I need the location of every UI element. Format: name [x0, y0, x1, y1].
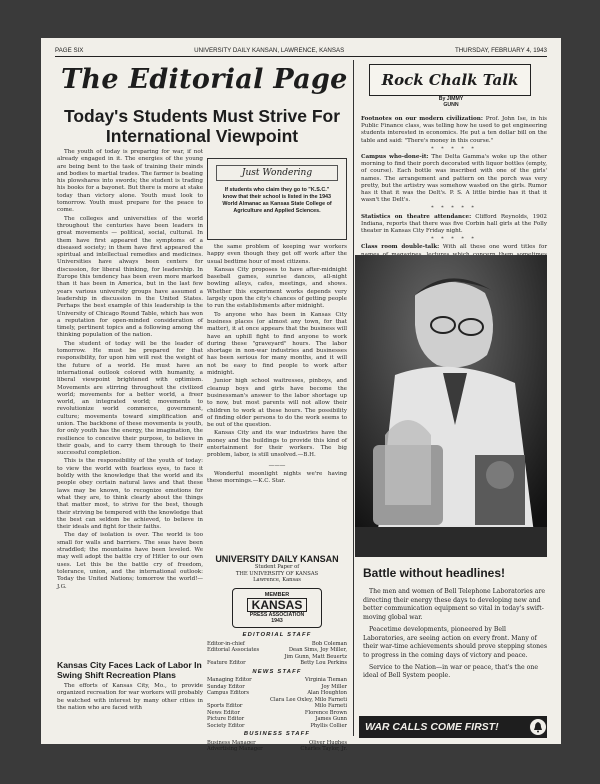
editorial-paragraph: The youth of today is preparing for war, if not already engaged in it. The energies of the young are being bent to the task of training their minds and bodies to martial trades. The farmer is beating his plowshares into swords; the student is trading his books for a bayonet. But there is more at stake today than victory alone. Youth must look to tomorrow. Youth must prepare for the peace to come.	[57, 149, 203, 214]
column-byline: By JIMMY GUNN	[438, 96, 464, 108]
staff-section-title: NEWS STAFF	[252, 668, 302, 675]
ad-copy	[363, 588, 547, 684]
udk-sub: THE UNIVERSITY OF KANSAS	[235, 570, 319, 577]
editorial-headline: Today's Students Must Strive For International Viewpoint	[63, 106, 341, 146]
staff-section-title: BUSINESS STAFF	[243, 731, 311, 737]
divider: ———	[268, 462, 286, 469]
staff-row: News Editor Florence Brown	[207, 709, 347, 716]
separator-stars: * * * * *	[431, 205, 477, 212]
column-item: Campus who-done-it: The Delta Gamma's woke up the other morning to find their porch decorated with liquor bottles (empty, of course). Each bottle was inscribed with one of the girls' names. The arrangement and pattern on the porch was very pretty, but the artistry was somehow wasted on the girls. Rumor has it that it was the Delt's. P. S. A little birdie has it that it wasn't the Delt's.	[361, 154, 547, 204]
staff-section-title: EDITORIAL STAFF	[242, 632, 312, 638]
scientist-photo	[355, 255, 547, 557]
staff-row: Society Editor Phyllis Collier	[207, 722, 347, 729]
bell-icon	[529, 718, 547, 736]
separator-stars: * * * * *	[431, 145, 477, 152]
badge-member: MEMBER	[264, 591, 290, 598]
page-header	[55, 44, 547, 57]
editorial-masthead: The Editorial Page	[61, 63, 348, 95]
labor-paragraph: To anyone who has been in Kansas City business places (or almost any town, for that matter), it at once appears that the business will have an uphill fight to find anyone to work during these "graveyard" hours. The labor shortage in non-war industries and businesses has been serious for many months, and it will not be easy to find people to work after midnight.	[207, 311, 347, 377]
staff-row: Business Manager Oliver Hughes	[207, 739, 347, 746]
staff-box	[207, 630, 347, 753]
column-divider	[353, 60, 354, 736]
staff-row: Managing Editor Virginia Tieman	[207, 677, 347, 683]
kc-star-quip: Wonderful moonlight nights we're having these mornings.—K.C. Star.	[207, 470, 347, 485]
press-association-badge	[232, 588, 322, 628]
staff-row: Editorial Associates Dean Sims, Joy Miller,	[207, 647, 347, 653]
editorial-paragraph: The colleges and universities of the world throughout the centuries have been leaders in great movements — political, social, cultural. In them have first appeared the symptoms of a diseased society; in them have first appeared the spiritual and intellectual remedies and medicines. Universities have always been centers for discussion, for liberal thinking, for leadership. In Europe this tendency has been even more marked than it has been in America, but in the last few years various university groups have assumed a leadership in discussion in the United States. Perhaps the best example of this leadership is the University of Chicago Round Table, which has won a reputation for open-minded consideration of timely, pertinent topics and a following among the thinking population of the nation.	[57, 215, 203, 339]
staff-row: Feature Editor Betty Lou Perkins	[207, 660, 347, 666]
bell-icon-drawing	[532, 721, 544, 733]
editorial-column	[57, 149, 203, 654]
editorial-paragraph: The student of today will be the leader of tomorrow. He must be prepared for that responsibility, for upon him will rest the weight of the future of a world. He must have an international outlook colored with humanity, a liberal viewpoint brightened with optimism. Movements are stirring throughout the civilized world; movements for a better world, a freer world, an integrated world; movements to revolutionize world commerce, government, culture; movements toward simplification and union. The backbone of these movements is youth, for only youth has the energy, the imagination, the resilience to conceive their purpose, to believe in their goals, and to carry them through to their successful completion.	[57, 340, 203, 457]
ad-headline: Battle without headlines!	[363, 566, 506, 580]
staff-row: Editor-in-chief Bob Coleman	[207, 640, 347, 647]
separator-stars: * * * * *	[431, 236, 477, 243]
column-item: Statistics on theatre attendance: Clifford Reynolds, 1902 Indiana, reports that there was five Corbin hall girls at the Folly theater in Kansas City Friday night.	[361, 213, 547, 235]
labor-headline: Kansas City Faces Lack of Labor In Swing Shift Recreation Plans	[57, 660, 202, 680]
staff-row: Sports Editor Milo Farneti	[207, 703, 347, 709]
staff-row: Advertising Manager Charles Taylor, Jr.	[207, 746, 347, 752]
editorial-paragraph: The day of isolation is over. The world is too small for walls and barriers. The seas have been straddled; the mountains have been leveled. We may well adopt the battle cry of Hitler to our own uses. Let this be the battle cry of freedom, tolerance, union, and the international outlook: Today the United Nations; tomorrow the world!—J.G.	[57, 532, 203, 590]
rock-chalk-talk-title: Rock Chalk Talk	[369, 64, 531, 96]
udk-name: UNIVERSITY DAILY KANSAN	[215, 554, 339, 564]
udk-sub: Lawrence, Kansas	[253, 577, 301, 584]
ad-paragraph: Peacetime developments, pioneered by Bell Laboratories, are seeing action on every front. Many of their war-time achievements should prove stepping stones to progress in the coming days of victory and peace.	[363, 625, 548, 659]
just-wondering-title: Just Wondering	[216, 165, 338, 181]
ad-paragraph: The men and women of Bell Telephone Laboratories are directing their energy these days to developing new and better communication equipment so vital in today's swift-moving global war.	[363, 588, 546, 622]
war-calls-banner: WAR CALLS COME FIRST!	[359, 716, 547, 738]
scientist-photo-drawing	[355, 255, 547, 557]
udk-sub: Student Paper of	[254, 564, 300, 570]
badge-kansas: KANSAS	[247, 598, 308, 612]
staff-row: Picture Editor James Gunn	[207, 716, 347, 722]
paper-name: UNIVERSITY DAILY KANSAN, LAWRENCE, KANSAS	[194, 46, 345, 54]
column-item: Footnotes on our modern civilization: Prof. John Ise, in his Public Finance class, was telling how he used to get engineering students interested in economics. He put a ten dollar bill on the table and said: "There's money in this course."	[361, 116, 548, 144]
ad-paragraph: Service to the Nation—in war or peace, that's the one ideal of Bell System people.	[363, 663, 538, 680]
udk-masthead	[207, 554, 347, 628]
staff-row: Clara Lee Oxley, Milo Farneti	[270, 696, 347, 703]
newspaper-page	[41, 38, 561, 752]
labor-story-column	[207, 244, 347, 544]
badge-press: PRESS ASSOCIATION	[249, 611, 305, 618]
issue-date: THURSDAY, FEBRUARY 4, 1943	[454, 46, 547, 54]
staff-row: Campus Editors Alan Houghton	[207, 690, 347, 696]
rock-chalk-talk-column	[361, 116, 547, 250]
column-item: Class room double-talk: With all these one word titles for	[361, 244, 547, 251]
badge-year: 1943	[271, 617, 283, 624]
labor-paragraph: Kansas City proposes to have after-midnight baseball games, sunrise dances, all-night bowling alleys, cafes, meetings, and shows. Whether this experiment works depends very largely upon the city's chances of getting people to run the establishments after midnight.	[207, 266, 347, 310]
page-number: PAGE SIX	[55, 46, 84, 54]
staff-row: Jim Gunn, Matt Beuertz	[284, 653, 347, 660]
rock-chalk-talk-header	[361, 64, 541, 112]
editorial-paragraph: This is the responsibility of the youth of today: to view the world with fearless eyes, to face it boldly with the knowledge that the world and its people obey certain natural laws and that these laws may be known, to recognize emotions for what they are, to think clearly about the things that matter most, to strive for the best, though their striving be tempered with the knowledge that the best can seldom be achieved, to believe in their ideals and fight for their faiths.	[57, 458, 203, 531]
labor-paragraph: Junior high school waitresses, pinboys, and cleanup boys and girls have become the businessman's answer to the labor shortage up to now, but most parents will not allow their children to work at these hours. The possibility of finding older persons to do the work seems to be out of the question.	[207, 378, 347, 429]
labor-paragraph: The efforts of Kansas City, Mo., to provide organized recreation for war workers will probably be watched with interest by many other cities in the nation who are faced with	[57, 683, 203, 711]
labor-story-lead	[57, 683, 203, 739]
just-wondering-body: If students who claim they go to "K.S.C." know that their school is listed in the 1943 World Almanac as Kansas State College of Agriculture and Applied Sciences.	[222, 187, 332, 214]
just-wondering-box	[207, 158, 347, 240]
labor-paragraph: the same problem of keeping war workers happy even though they get off work after the usual bedtime hour of most citizens.	[207, 244, 347, 265]
staff-row: Sunday Editor Joy Miller	[207, 683, 347, 690]
labor-paragraph: Kansas City and its war industries have the money and the buildings to provide this kind of entertainment for their workers. The big problem, labor, is still unsolved.—B.H.	[207, 430, 347, 459]
